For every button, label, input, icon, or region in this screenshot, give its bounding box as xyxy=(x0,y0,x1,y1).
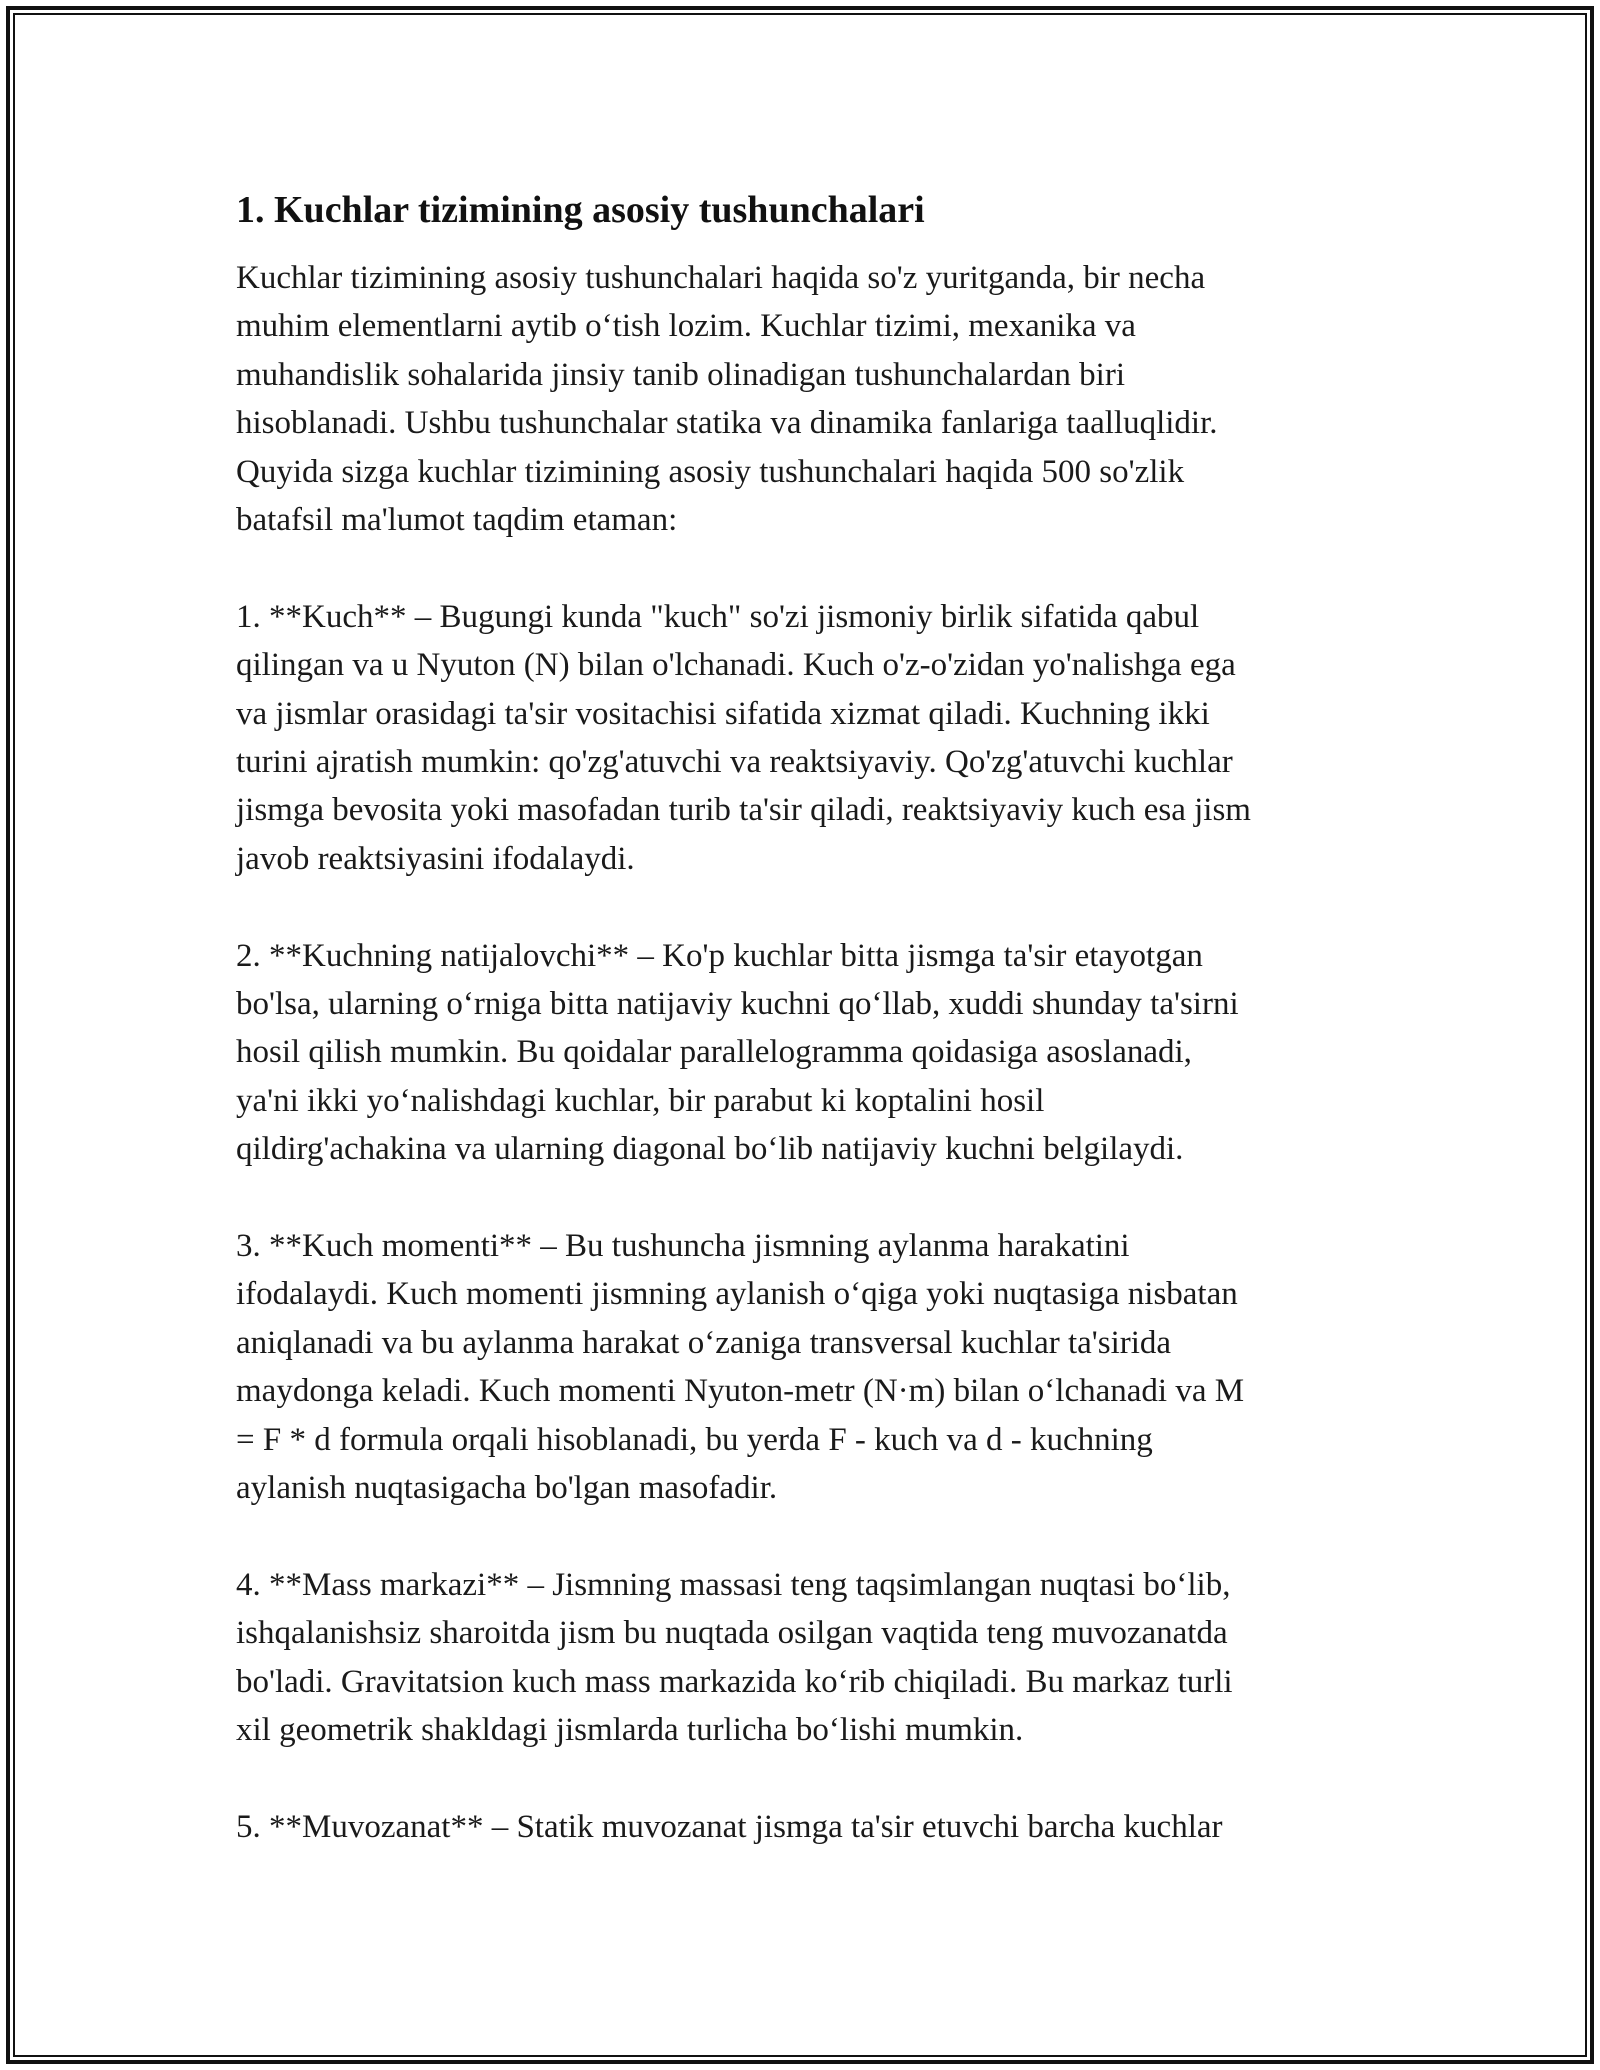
paragraph-item-3-kuch-momenti xyxy=(236,1222,1366,1512)
text-line: ya'ni ikki yo‘nalishdagi kuchlar, bir parabut ki koptalini hosil xyxy=(236,1082,1045,1119)
text-line: jismga bevosita yoki masofadan turib ta'sir qiladi, reaktsiyaviy kuch esa jism xyxy=(236,792,1251,829)
text-line: muhim elementlarni aytib o‘tish lozim. Kuchlar tizimi, mexanika va xyxy=(236,308,1136,345)
paragraph-spacer xyxy=(236,1513,1366,1561)
text-line: batafsil ma'lumot taqdim etaman: xyxy=(236,502,678,539)
text-line: qildirg'achakina va ularning diagonal bo‘lib natijaviy kuchni belgilaydi. xyxy=(236,1131,1184,1168)
text-line: bo'ladi. Gravitatsion kuch mass markazida ko‘rib chiqiladi. Bu markaz turli xyxy=(236,1663,1233,1700)
document-body xyxy=(236,186,1366,1851)
text-line: = F * d formula orqali hisoblanadi, bu yerda F - kuch va d - kuchning xyxy=(236,1421,1153,1458)
paragraph-spacer xyxy=(236,1174,1366,1222)
text-line: Kuchlar tizimining asosiy tushunchalari haqida so'z yuritganda, bir necha xyxy=(236,260,1206,296)
text-line: hisoblanadi. Ushbu tushunchalar statika va dinamika fanlariga taalluqlidir. xyxy=(236,405,1218,442)
text-line: javob reaktsiyasini ifodalaydi. xyxy=(236,840,635,877)
text-line: 5. **Muvozanat** – Statik muvozanat jismga ta'sir etuvchi barcha kuchlar xyxy=(236,1808,1223,1845)
paragraph-spacer xyxy=(236,1755,1366,1803)
heading-spacer xyxy=(236,234,1366,254)
text-line: aylanish nuqtasigacha bo'lgan masofadir. xyxy=(236,1470,778,1507)
text-line: ishqalanishsiz sharoitda jism bu nuqtada osilgan vaqtida teng muvozanatda xyxy=(236,1615,1228,1652)
section-heading: 1. Kuchlar tizimining asosiy tushunchalari xyxy=(236,189,925,231)
text-line: 2. **Kuchning natijalovchi** – Ko'p kuchlar bitta jismga ta'sir etayotgan xyxy=(236,937,1203,974)
text-line: hosil qilish mumkin. Bu qoidalar parallelogramma qoidasiga asoslanadi, xyxy=(236,1034,1192,1071)
text-line: maydonga keladi. Kuch momenti Nyuton-metr (N·m) bilan o‘lchanadi va M xyxy=(236,1373,1245,1410)
text-line: muhandislik sohalarida jinsiy tanib olinadigan tushunchalardan biri xyxy=(236,356,1125,393)
text-line: 3. **Kuch momenti** – Bu tushuncha jismning aylanma harakatini xyxy=(236,1228,1130,1265)
paragraph-intro xyxy=(236,254,1366,544)
text-line: 4. **Mass markazi** – Jismning massasi teng taqsimlangan nuqtasi bo‘lib, xyxy=(236,1566,1231,1603)
text-line: ifodalaydi. Kuch momenti jismning aylanish o‘qiga yoki nuqtasiga nisbatan xyxy=(236,1276,1238,1313)
paragraph-item-5-muvozanat xyxy=(236,1803,1366,1851)
text-line: va jismlar orasidagi ta'sir vositachisi sifatida xizmat qiladi. Kuchning ikki xyxy=(236,695,1210,732)
text-line: aniqlanadi va bu aylanma harakat o‘zaniga transversal kuchlar ta'sirida xyxy=(236,1324,1172,1361)
text-line: Quyida sizga kuchlar tizimining asosiy tushunchalari haqida 500 so'zlik xyxy=(236,453,1185,490)
text-line: turini ajratish mumkin: qo'zg'atuvchi va reaktsiyaviy. Qo'zg'atuvchi kuchlar xyxy=(236,744,1233,781)
text-line: bo'lsa, ularning o‘rniga bitta natijaviy kuchni qo‘llab, xuddi shunday ta'sirni xyxy=(236,986,1239,1023)
paragraph-item-1-kuch xyxy=(236,593,1366,883)
paragraph-item-2-natijalovchi xyxy=(236,932,1366,1174)
text-line: 1. **Kuch** – Bugungi kunda "kuch" so'zi jismoniy birlik sifatida qabul xyxy=(236,598,1200,635)
paragraph-item-4-mass-markazi xyxy=(236,1561,1366,1755)
paragraph-spacer xyxy=(236,544,1366,592)
text-line: qilingan va u Nyuton (N) bilan o'lchanadi. Kuch o'z-o'zidan yo'nalishga ega xyxy=(236,647,1236,684)
text-line: xil geometrik shakldagi jismlarda turlicha bo‘lishi mumkin. xyxy=(236,1712,1024,1749)
paragraph-spacer xyxy=(236,883,1366,931)
